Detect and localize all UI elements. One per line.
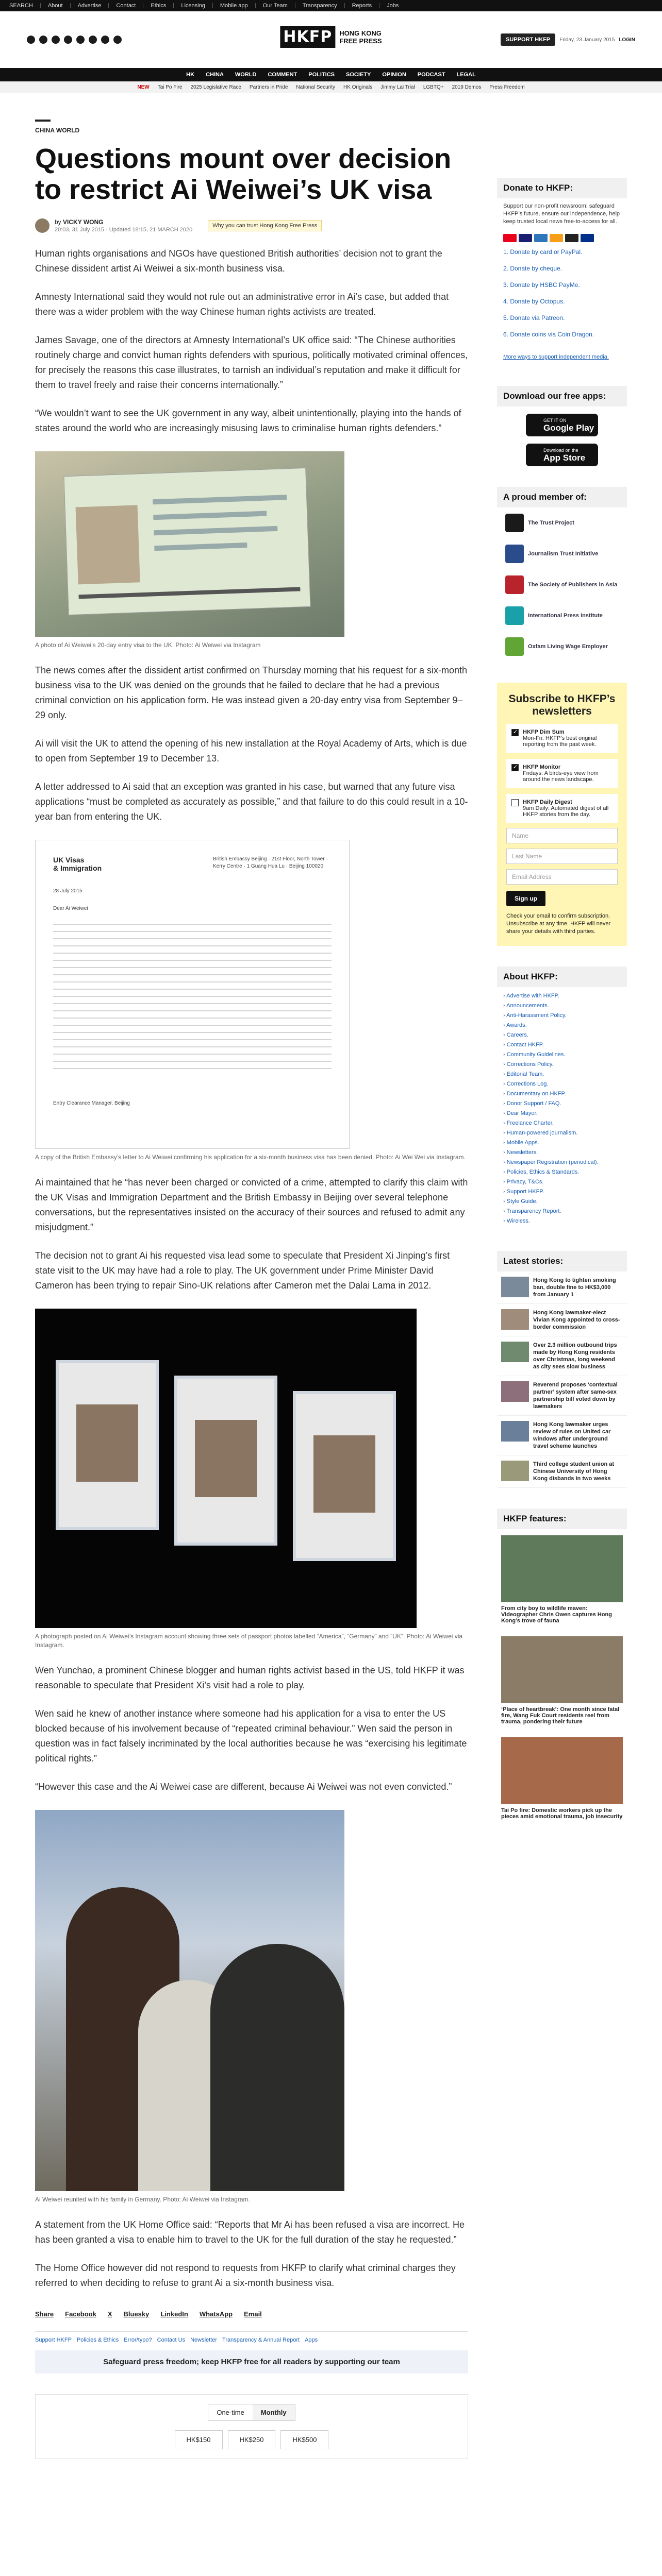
login-link[interactable]: LOGIN — [619, 37, 635, 43]
logo-line2: FREE PRESS — [339, 37, 382, 45]
nav-item[interactable]: CHINA — [206, 72, 224, 78]
about-link[interactable]: › Newsletters. — [503, 1148, 621, 1158]
share-email-link[interactable]: Email — [244, 2310, 262, 2318]
about-link[interactable]: › Style Guide. — [503, 1197, 621, 1207]
nav-item[interactable]: POLITICS — [308, 72, 335, 78]
about-link[interactable]: › Newspaper Registration (periodical). — [503, 1158, 621, 1167]
trending-link[interactable]: HK Originals — [343, 84, 373, 90]
nav-item[interactable]: HK — [186, 72, 195, 78]
feature-story[interactable] — [497, 1529, 627, 1630]
newsletter-name: HKFP Monitor — [523, 764, 561, 770]
about-link[interactable]: › Contact HKFP. — [503, 1040, 621, 1050]
embassy-letter — [35, 840, 350, 1149]
nav-item[interactable]: OPINION — [382, 72, 406, 78]
more-ways-link[interactable]: More ways to support independent media. — [503, 354, 609, 360]
donate-option[interactable]: 5. Donate via Patreon. — [503, 314, 565, 321]
footer-link[interactable]: Policies & Ethics — [76, 2337, 119, 2343]
rss-icon[interactable] — [113, 36, 122, 44]
header-date: Friday, 23 January 2015 — [559, 37, 615, 43]
donate-amount-option[interactable]: HK$250 — [228, 2430, 276, 2449]
donate-frequency-toggle — [208, 2404, 295, 2421]
feature-headline: Tai Po fire: Domestic workers pick up the pieces amid emotional trauma, job insecurity — [501, 1807, 623, 1820]
utility-bar — [0, 0, 662, 11]
footer-link[interactable]: Transparency & Annual Report — [222, 2337, 300, 2343]
feature-thumbnail — [501, 1636, 623, 1703]
letter-body-lines — [53, 920, 332, 1074]
newsletter-option[interactable] — [506, 724, 618, 753]
telegram-icon[interactable] — [89, 36, 97, 44]
about-link[interactable]: › Careers. — [503, 1030, 621, 1040]
member-name: Journalism Trust Initiative — [528, 551, 599, 557]
topbar-link[interactable]: Licensing — [181, 3, 205, 9]
member-logo[interactable] — [497, 600, 627, 631]
paragraph: James Savage, one of the directors at Amnesty International’s UK office said: “The Chinese authorities routinely charge and convict human rights defenders with spurious, politically motivated criminal offences, for precisely the reasons this case illustrates, to tarnish an individual’s reputation and make it difficult for them to travel freely and raise their concerns internationally.” — [35, 335, 468, 390]
paragraph: Human rights organisations and NGOs have questioned British authorities’ decision not to grant the Chinese dissident artist Ai Weiwei a six-month business visa. — [35, 248, 442, 274]
nav-item[interactable]: PODCAST — [417, 72, 445, 78]
features-title: HKFP features: — [497, 1509, 627, 1529]
donate-option[interactable]: 1. Donate by card or PayPal. — [503, 248, 583, 256]
checkbox-checked[interactable] — [511, 764, 519, 771]
about-link[interactable]: › Support HKFP. — [503, 1187, 621, 1197]
google-play-badge[interactable] — [526, 414, 598, 436]
paragraph: A letter addressed to Ai said that an exception was granted in his case, but warned that any future visa applications “must be completed as accurately as possible,” and that failure to do this could result in a 10-year ban from entering the UK. — [35, 782, 468, 822]
social-links — [27, 36, 122, 44]
logo-line1: HONG KONG — [339, 29, 382, 37]
share-bar — [35, 2310, 468, 2318]
instagram-icon[interactable] — [52, 36, 60, 44]
footer-link[interactable]: Contact Us — [157, 2337, 186, 2343]
about-link[interactable]: › Awards. — [503, 1021, 621, 1030]
feature-story[interactable] — [497, 1731, 627, 1826]
passport-caption: A photograph posted on Ai Weiwei’s Instagram account showing three sets of passport photos labelled “America”, “Germany” and “UK”. Photo: Ai Weiwei via Instagram. — [35, 1633, 463, 1649]
search-link[interactable]: SEARCH — [9, 3, 33, 9]
share-facebook-link[interactable]: Facebook — [65, 2310, 96, 2318]
about-link[interactable]: › Human-powered journalism. — [503, 1128, 621, 1138]
donate-option[interactable]: 4. Donate by Octopus. — [503, 298, 565, 305]
feature-thumbnail — [501, 1535, 623, 1602]
photo-bag-america — [56, 1360, 159, 1530]
topbar-link[interactable]: Contact — [116, 3, 136, 9]
share-linkedin-link[interactable]: LinkedIn — [160, 2310, 188, 2318]
jti-icon — [505, 545, 524, 563]
letter-date: 28 July 2015 — [53, 888, 82, 894]
letter-address: British Embassy Beijing · 21st Floor, North Tower · Kerry Centre · 1 Guang Hua Lu · Beijing 100020 — [213, 856, 328, 869]
feature-headline: ‘Place of heartbreak’: One month since fatal fire, Wang Fuk Court residents reel from trauma, pondering their future — [501, 1706, 620, 1725]
about-link[interactable]: › Policies, Ethics & Standards. — [503, 1167, 621, 1177]
threads-icon[interactable] — [64, 36, 72, 44]
trending-link[interactable]: Jimmy Lai Trial — [380, 84, 415, 90]
topbar-link[interactable]: Jobs — [387, 3, 399, 9]
paragraph: “However this case and the Ai Weiwei case are different, because Ai Weiwei was not even convicted.” — [35, 1782, 452, 1792]
feature-headline: From city boy to wildlife maven: Videographer Chris Owen captures Hong Kong’s trove of fauna — [501, 1605, 612, 1624]
paragraph: Wen Yunchao, a prominent Chinese blogger and human rights activist based in the US, told HKFP it was reasonable to speculate that President Xi’s visit had a role to play. — [35, 1665, 465, 1690]
trending-link[interactable]: National Security — [296, 84, 335, 90]
donate-amount-option[interactable]: HK$500 — [280, 2430, 328, 2449]
paragraph: The Home Office however did not respond to requests from HKFP to clarify what criminal charges they referred to when deciding to refuse to grant Ai a six-month business visa. — [35, 2263, 456, 2288]
apps-title: Download our free apps: — [497, 386, 627, 406]
letter-org-line2: & Immigration — [53, 864, 102, 872]
trending-link[interactable]: 2025 Legislative Race — [190, 84, 241, 90]
about-link[interactable]: › Freelance Charter. — [503, 1118, 621, 1128]
member-logo[interactable] — [497, 569, 627, 600]
visa-sticker — [63, 468, 310, 615]
newsletter-signup — [497, 683, 627, 946]
about-title: About HKFP: — [497, 967, 627, 987]
photo-caption: A photo of Ai Weiwei’s 20-day entry visa to the UK. Photo: Ai Weiwei via Instagram — [35, 641, 261, 649]
oxfam-icon — [505, 637, 524, 656]
donate-widget — [35, 2394, 468, 2459]
topbar-link[interactable]: Advertise — [77, 3, 102, 9]
donate-title: Donate to HKFP: — [497, 178, 627, 198]
article-body — [35, 246, 468, 2291]
nav-item[interactable]: COMMENT — [268, 72, 297, 78]
letter-org-line1: UK Visas — [53, 856, 85, 864]
app-store-badge[interactable] — [526, 444, 598, 466]
last-name-input[interactable]: Last Name — [506, 849, 618, 864]
story-headline: Over 2.3 million outbound trips made by Hong Kong residents over Christmas, long weekend as city sees slow business — [533, 1342, 617, 1370]
app-store-big: App Store — [543, 452, 586, 463]
name-input[interactable]: Name — [506, 828, 618, 843]
email-input[interactable]: Email Address — [506, 869, 618, 885]
site-logo[interactable] — [280, 26, 382, 48]
paragraph: Ai maintained that he “has never been charged or convicted of a crime, attempted to clarify this claim with the UK Visas and Immigration Department and the British Embassy in Beijing over several telephone conversations, but the representatives insisted on the accuracy of their sources and refused to admit any misjudgment.” — [35, 1177, 468, 1232]
footer-link[interactable]: Apps — [305, 2337, 318, 2343]
topbar-link[interactable]: Reports — [352, 3, 372, 9]
visa-icon — [519, 234, 532, 242]
about-link[interactable]: › Privacy, T&Cs. — [503, 1177, 621, 1187]
paragraph: Amnesty International said they would not rule out an administrative error in Ai’s case, but added that there was a wider problem with the way Chinese human rights activists are treated. — [35, 292, 449, 317]
about-link[interactable]: › Donor Support / FAQ. — [503, 1099, 621, 1109]
nav-item[interactable]: SOCIETY — [346, 72, 371, 78]
member-name: International Press Institute — [528, 613, 603, 619]
member-logo[interactable] — [497, 631, 627, 662]
about-link[interactable]: › Editorial Team. — [503, 1070, 621, 1079]
newsletter-name: HKFP Dim Sum — [523, 729, 565, 735]
share-x-link[interactable]: X — [107, 2310, 112, 2318]
latest-title: Latest stories: — [497, 1251, 627, 1272]
trending-link[interactable]: 2019 Demos — [452, 84, 482, 90]
paragraph: Wen said he knew of another instance where someone had his application for a visa to enter the US blocked because of his involvement because of “repeated criminal behaviour.” Wen said the person in question was in fact falsely incriminated by the local authorities because he was “exercising his legitimate political rights.” — [35, 1708, 467, 1764]
story-thumbnail — [501, 1309, 529, 1330]
visa-portrait — [76, 505, 140, 584]
story-headline: Hong Kong to tighten smoking ban, double fine to HK$3,000 from January 1 — [533, 1277, 616, 1298]
story-thumbnail — [501, 1381, 529, 1402]
new-badge: NEW — [137, 84, 150, 90]
article-title: Questions mount over decision to restrict Ai Weiwei’s UK visa — [35, 143, 452, 205]
donate-one-time-option[interactable]: One-time — [217, 2409, 244, 2416]
about-link[interactable]: › Mobile Apps. — [503, 1138, 621, 1148]
about-link[interactable]: › Community Guidelines. — [503, 1050, 621, 1060]
member-title: A proud member of: — [497, 487, 627, 507]
about-link[interactable]: › Anti-Harassment Policy. — [503, 1011, 621, 1021]
article-category[interactable]: CHINA WORLD — [35, 120, 51, 134]
checkbox-unchecked[interactable] — [511, 799, 519, 806]
photo-bag-uk — [293, 1391, 396, 1561]
sopa-icon — [505, 575, 524, 594]
applepay-icon — [565, 234, 578, 242]
visa-photo — [35, 451, 344, 637]
letter-greeting: Dear Ai Weiwei — [53, 906, 88, 911]
youtube-icon[interactable] — [76, 36, 85, 44]
donate-text[interactable]: Support our non-profit newsroom: safeguard HKFP’s future, ensure our independence, help keep trusted local news free-to-access for all. — [503, 203, 620, 225]
paragraph: “We wouldn’t want to see the UK government in any way, albeit unintentionally, playing into the hands of states around the world who are increasingly misusing laws to criminalise human rights defenders.” — [35, 408, 461, 433]
app-store-small: Download on the — [543, 447, 578, 453]
footer-link[interactable]: Newsletter — [190, 2337, 218, 2343]
family-photo — [35, 1810, 344, 2191]
donate-amount-option[interactable]: HK$150 — [175, 2430, 223, 2449]
google-play-small: GET IT ON — [543, 417, 567, 423]
topbar-link[interactable]: Mobile app — [220, 3, 248, 9]
latest-story[interactable] — [497, 1272, 627, 1304]
trending-nav — [0, 81, 662, 93]
paragraph: The decision not to grant Ai his requested visa lead some to speculate that President Xi Jinping’s first state visit to the UK may have had a role to play. The UK government under Prime Minister David Cameron has been trying to repair Sino-UK relations after Cameron met the Dalai Lama in 2012. — [35, 1250, 450, 1291]
newsletter-desc: 9am Daily: Automated digest of all HKFP stories from the day. — [523, 805, 609, 818]
article-footer-links — [35, 2331, 468, 2343]
share-label: Share — [35, 2310, 54, 2318]
signup-button[interactable]: Sign up — [506, 891, 545, 906]
about-link[interactable]: › Transparency Report. — [503, 1207, 621, 1216]
donate-option[interactable]: 6. Donate coins via Coin Dragon. — [503, 331, 594, 338]
facebook-icon[interactable] — [27, 36, 35, 44]
donate-option[interactable]: 2. Donate by cheque. — [503, 265, 562, 272]
main-nav — [0, 68, 662, 81]
story-thumbnail — [501, 1461, 529, 1481]
about-link[interactable]: › Documentary on HKFP. — [503, 1089, 621, 1099]
trending-link[interactable]: Tai Po Fire — [157, 84, 183, 90]
linkedin-icon[interactable] — [101, 36, 109, 44]
story-thumbnail — [501, 1342, 529, 1362]
newsletter-desc: Fridays: A birds-eye view from around the news landscape. — [523, 770, 599, 783]
author-avatar — [35, 218, 49, 233]
about-link[interactable]: › Advertise with HKFP. — [503, 991, 621, 1001]
donate-monthly-option[interactable]: Monthly — [253, 2404, 295, 2420]
trending-link[interactable]: LGBTQ+ — [423, 84, 444, 90]
donate-amounts — [45, 2430, 458, 2449]
article-dates: 20:03, 31 July 2015 · Updated 18:15, 21 MARCH 2020 — [55, 227, 193, 233]
story-thumbnail — [501, 1277, 529, 1297]
share-bluesky-link[interactable]: Bluesky — [123, 2310, 150, 2318]
google-play-big: Google Play — [543, 422, 594, 433]
story-headline: Hong Kong lawmaker urges review of rules on United car windows after underground travel scheme launches — [533, 1421, 611, 1449]
trending-link[interactable]: Partners in Pride — [249, 84, 288, 90]
topbar-link[interactable]: Ethics — [151, 3, 167, 9]
story-thumbnail — [501, 1421, 529, 1442]
member-logo[interactable] — [497, 538, 627, 569]
photo-bag-germany — [174, 1376, 277, 1546]
latest-story[interactable] — [497, 1376, 627, 1416]
trust-link[interactable]: Why you can trust Hong Kong Free Press — [208, 220, 322, 231]
newsletter-option[interactable] — [506, 759, 618, 788]
story-headline: Third college student union at Chinese University of Hong Kong disbands in two weeks — [533, 1461, 615, 1482]
newsletter-title: Subscribe to HKFP’s newsletters — [508, 693, 616, 717]
byline — [35, 218, 468, 233]
footer-link[interactable]: Error/typo? — [124, 2337, 152, 2343]
logo-mark: HKFP — [280, 26, 335, 48]
topbar-link[interactable]: Our Team — [262, 3, 288, 9]
amex-icon — [534, 234, 548, 242]
trust-project-icon — [505, 514, 524, 532]
newsletter-fineprint: Check your email to confirm subscription. Unsubscribe at any time. HKFP will never share your details with third parties. — [506, 913, 611, 935]
story-headline: Hong Kong lawmaker-elect Vivian Kong appointed to cross-border commission — [533, 1310, 620, 1330]
topbar-link[interactable]: Transparency — [302, 3, 337, 9]
figure-ai-weiwei — [210, 1944, 344, 2191]
checkbox-checked[interactable] — [511, 729, 519, 736]
nav-item[interactable]: WORLD — [235, 72, 257, 78]
newsletter-desc: Mon-Fri: HKFP’s best original reporting from the past week. — [523, 735, 597, 748]
letter-caption: A copy of the British Embassy’s letter to Ai Weiwei confirming his application for a six-month business visa has been denied. Photo: Ai Wei Wei via Instagram. — [35, 1154, 466, 1161]
latest-story[interactable] — [497, 1455, 627, 1488]
payment-icons — [497, 230, 627, 246]
author-name[interactable]: VICKY WONG — [63, 218, 104, 226]
support-banner[interactable]: Safeguard press freedom; keep HKFP free for all readers by supporting our team — [35, 2350, 468, 2374]
newsletter-option[interactable] — [506, 794, 618, 823]
sidebar — [497, 93, 627, 2459]
support-button[interactable]: SUPPORT HKFP — [501, 33, 555, 46]
x-icon[interactable] — [39, 36, 47, 44]
member-name: The Society of Publishers in Asia — [528, 582, 618, 588]
about-link[interactable]: › Announcements. — [503, 1001, 621, 1011]
family-caption: Ai Weiwei reunited with his family in Germany. Photo: Ai Weiwei via Instagram. — [35, 2196, 250, 2203]
latest-story[interactable] — [497, 1304, 627, 1336]
page-layout — [0, 93, 662, 2459]
about-link[interactable]: › Dear Mayor. — [503, 1109, 621, 1118]
donate-option[interactable]: 3. Donate by HSBC PayMe. — [503, 281, 580, 289]
ipi-icon — [505, 606, 524, 625]
article-column — [35, 93, 468, 2459]
latest-story[interactable] — [497, 1336, 627, 1376]
paragraph: A statement from the UK Home Office said: “Reports that Mr Ai has been refused a visa are incorrect. He has been granted a visa to enable him to travel to the UK for the full duration of the stay he requested.” — [35, 2219, 465, 2245]
logo-text — [339, 29, 382, 45]
header-actions — [501, 33, 635, 46]
passport-photos — [35, 1309, 417, 1628]
donate-options — [497, 246, 627, 349]
author-prefix: by — [55, 218, 61, 226]
feature-story[interactable] — [497, 1630, 627, 1731]
unionpay-icon — [550, 234, 563, 242]
paypal-icon — [581, 234, 594, 242]
story-headline: Reverend proposes ‘contextual partner’ system after same-sex partnership bill voted down by lawmakers — [533, 1382, 618, 1410]
topbar-link[interactable]: About — [47, 3, 63, 9]
share-whatsapp-link[interactable]: WhatsApp — [199, 2310, 233, 2318]
paragraph: Ai will visit the UK to attend the opening of his new installation at the Royal Academy of Arts, which is due to open from September 19 to December 13. — [35, 738, 467, 764]
footer-link[interactable]: Support HKFP — [35, 2337, 72, 2343]
member-logo[interactable] — [497, 507, 627, 538]
paragraph: The news comes after the dissident artist confirmed on Thursday morning that his request for a six-month business visa to the UK was denied on the grounds that he failed to declare that he had a previous criminal conviction on his application form. He was instead given a 20-day entry visa from September 9–29 only. — [35, 665, 468, 720]
about-link[interactable]: › Corrections Log. — [503, 1079, 621, 1089]
feature-thumbnail — [501, 1737, 623, 1804]
site-header — [0, 11, 662, 68]
member-name: The Trust Project — [528, 520, 574, 526]
letter-signoff: Entry Clearance Manager, Beijing — [53, 1100, 130, 1106]
member-name: Oxfam Living Wage Employer — [528, 643, 608, 650]
nav-item[interactable]: LEGAL — [456, 72, 476, 78]
newsletter-name: HKFP Daily Digest — [523, 799, 572, 805]
trending-link[interactable]: Press Freedom — [489, 84, 525, 90]
latest-story[interactable] — [497, 1416, 627, 1455]
mastercard-icon — [503, 234, 517, 242]
about-link[interactable]: › Corrections Policy. — [503, 1060, 621, 1070]
about-link[interactable]: › Wireless. — [503, 1216, 621, 1226]
about-links — [497, 987, 627, 1230]
